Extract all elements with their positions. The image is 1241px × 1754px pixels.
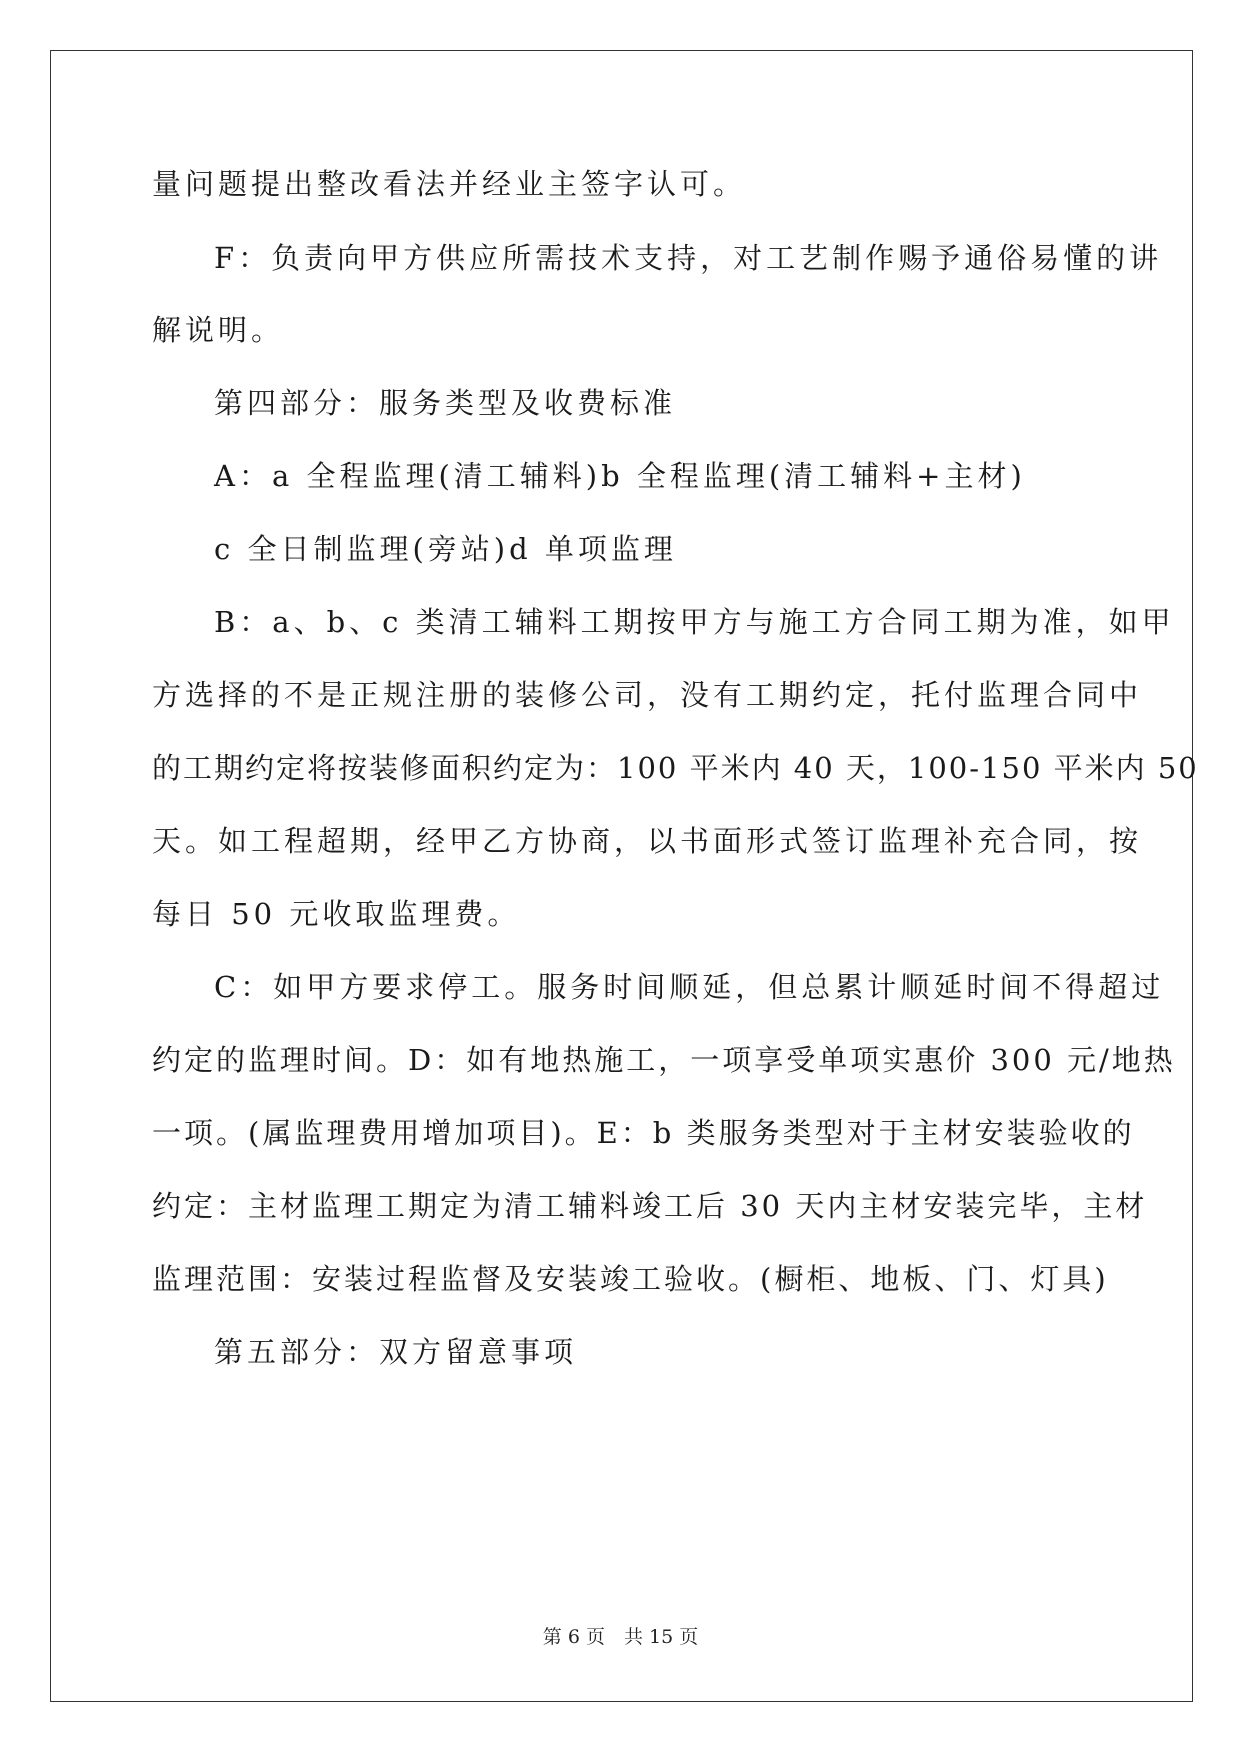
text-line: 方选择的不是正规注册的装修公司，没有工期约定，托付监理合同中	[152, 678, 1143, 712]
text-line: 天。如工程超期，经甲乙方协商，以书面形式签订监理补充合同，按	[152, 824, 1143, 858]
section-heading: 第五部分：双方留意事项	[214, 1335, 578, 1369]
page-number: 第 6 页 共 15 页	[542, 1626, 699, 1648]
page-border	[50, 50, 1193, 1702]
text-line: 每日 50 元收取监理费。	[152, 897, 521, 931]
text-line: 量问题提出整改看法并经业主签字认可。	[152, 167, 747, 201]
text-line: 一项。(属监理费用增加项目)。E：b 类服务类型对于主材安装验收的	[152, 1116, 1135, 1150]
text-line: C：如甲方要求停工。服务时间顺延，但总累计顺延时间不得超过	[214, 970, 1165, 1004]
text-line: 解说明。	[152, 313, 285, 347]
text-line: 约定：主材监理工期定为清工辅料竣工后 30 天内主材安装完毕，主材	[152, 1189, 1148, 1223]
text-line: 的工期约定将按装修面积约定为：100 平米内 40 天，100-150 平米内 50	[152, 751, 1199, 785]
text-line: B：a、b、c 类清工辅料工期按甲方与施工方合同工期为准，如甲	[214, 605, 1175, 639]
text-line: 监理范围：安装过程监督及安装竣工验收。(橱柜、地板、门、灯具)	[152, 1262, 1109, 1296]
section-heading: 第四部分：服务类型及收费标准	[214, 386, 677, 420]
text-line: 约定的监理时间。D：如有地热施工，一项享受单项实惠价 300 元/地热	[152, 1043, 1176, 1077]
text-line: c 全日制监理(旁站)d 单项监理	[214, 532, 677, 566]
text-line: F：负责向甲方供应所需技术支持，对工艺制作赐予通俗易懂的讲	[214, 241, 1163, 275]
text-line: A：a 全程监理(清工辅料)b 全程监理(清工辅料+主材)	[214, 459, 1026, 493]
